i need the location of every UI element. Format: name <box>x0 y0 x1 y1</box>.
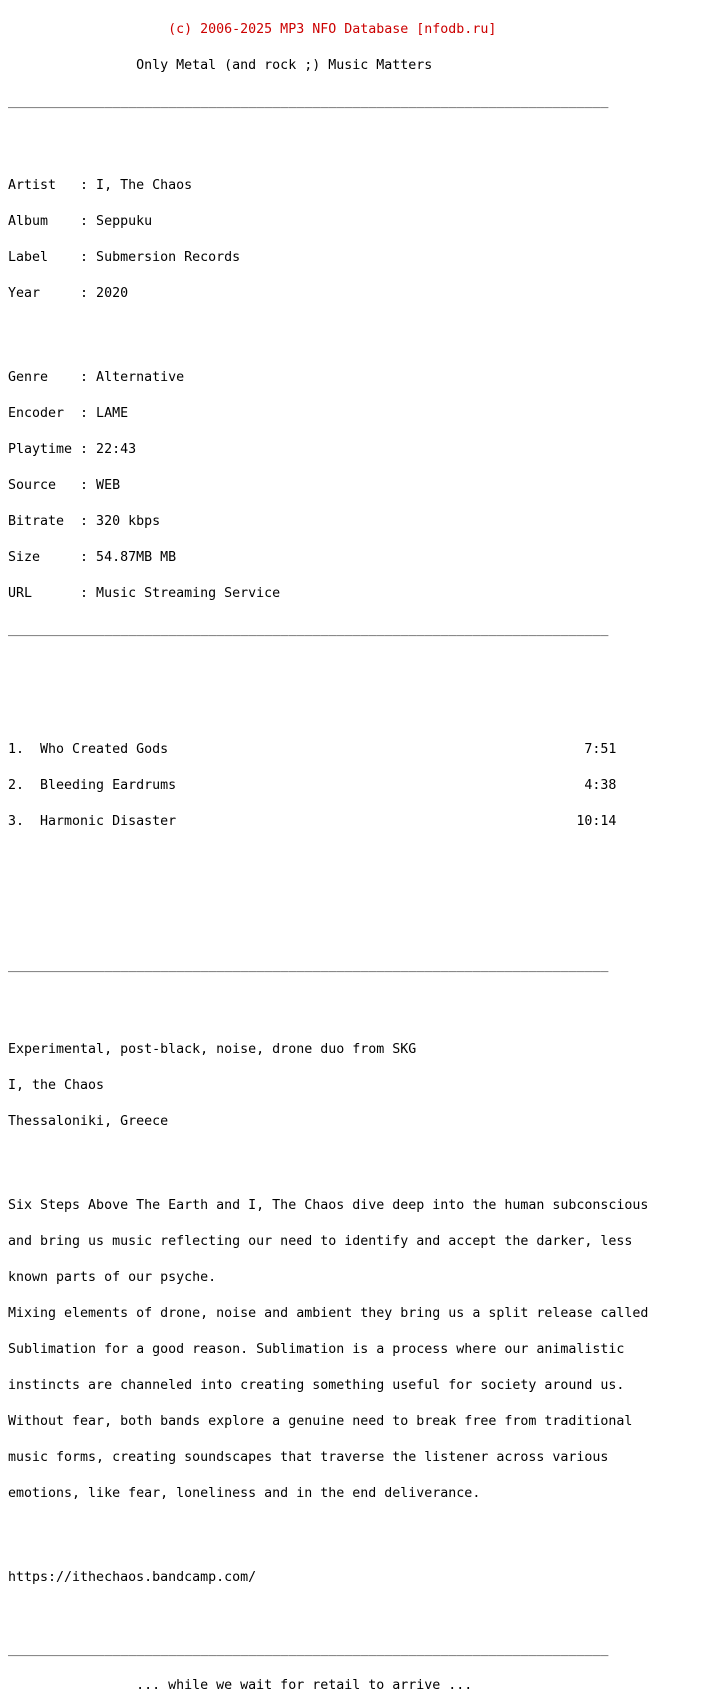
blank-line <box>8 696 720 708</box>
divider: ___________________________________________________________________________ <box>8 622 609 637</box>
playtime-field: Playtime : 22:43 <box>8 442 137 457</box>
bitrate-field: Bitrate : 320 kbps <box>8 514 161 529</box>
site-title: (c) 2006-2025 MP3 NFO Database [nfodb.ru] <box>8 22 497 37</box>
source-field: Source : WEB <box>8 478 121 493</box>
encoder-field: Encoder : LAME <box>8 406 129 421</box>
blank-line <box>8 996 720 1008</box>
blank-line <box>8 1608 720 1620</box>
label-field: Label : Submersion Records <box>8 250 241 265</box>
description-line: emotions, like fear, loneliness and in the end deliverance. <box>8 1486 481 1501</box>
blank-line <box>8 888 720 900</box>
description-line: music forms, creating soundscapes that traverse the listener across various <box>8 1450 609 1465</box>
blank-line <box>8 1524 720 1536</box>
footer-text: ... while we wait for retail to arrive ... <box>8 1678 473 1693</box>
tagline: Only Metal (and rock ;) Music Matters <box>8 58 433 73</box>
about-line: Experimental, post-black, noise, drone duo from SKG <box>8 1042 417 1057</box>
blank-line <box>8 660 720 672</box>
divider: ___________________________________________________________________________ <box>8 1642 609 1657</box>
description-line: Without fear, both bands explore a genuine need to break free from traditional <box>8 1414 633 1429</box>
description-line: Mixing elements of drone, noise and ambient they bring us a split release called <box>8 1306 649 1321</box>
nfo-document <box>8 0 720 1704</box>
divider: ___________________________________________________________________________ <box>8 958 609 973</box>
artist-field: Artist : I, The Chaos <box>8 178 193 193</box>
genre-field: Genre : Alternative <box>8 370 185 385</box>
size-field: Size : 54.87MB MB <box>8 550 177 565</box>
url-field: URL : Music Streaming Service <box>8 586 281 601</box>
description-line: Six Steps Above The Earth and I, The Chaos dive deep into the human subconscious <box>8 1198 649 1213</box>
about-line: Thessaloniki, Greece <box>8 1114 169 1129</box>
about-line: I, the Chaos <box>8 1078 105 1093</box>
bandcamp-link[interactable]: https://ithechaos.bandcamp.com/ <box>8 1570 257 1585</box>
description-line: Sublimation for a good reason. Sublimation is a process where our animalistic <box>8 1342 625 1357</box>
blank-line <box>8 132 720 144</box>
description-line: and bring us music reflecting our need to identify and accept the darker, less <box>8 1234 633 1249</box>
album-field: Album : Seppuku <box>8 214 153 229</box>
blank-line <box>8 852 720 864</box>
track-row: 1. Who Created Gods 7:51 <box>8 742 617 757</box>
track-row: 2. Bleeding Eardrums 4:38 <box>8 778 617 793</box>
divider: ___________________________________________________________________________ <box>8 94 609 109</box>
description-line: instincts are channeled into creating something useful for society around us. <box>8 1378 625 1393</box>
blank-line <box>8 324 720 336</box>
year-field: Year : 2020 <box>8 286 129 301</box>
description-line: known parts of our psyche. <box>8 1270 217 1285</box>
blank-line <box>8 1152 720 1164</box>
track-row: 3. Harmonic Disaster 10:14 <box>8 814 617 829</box>
blank-line <box>8 924 720 936</box>
